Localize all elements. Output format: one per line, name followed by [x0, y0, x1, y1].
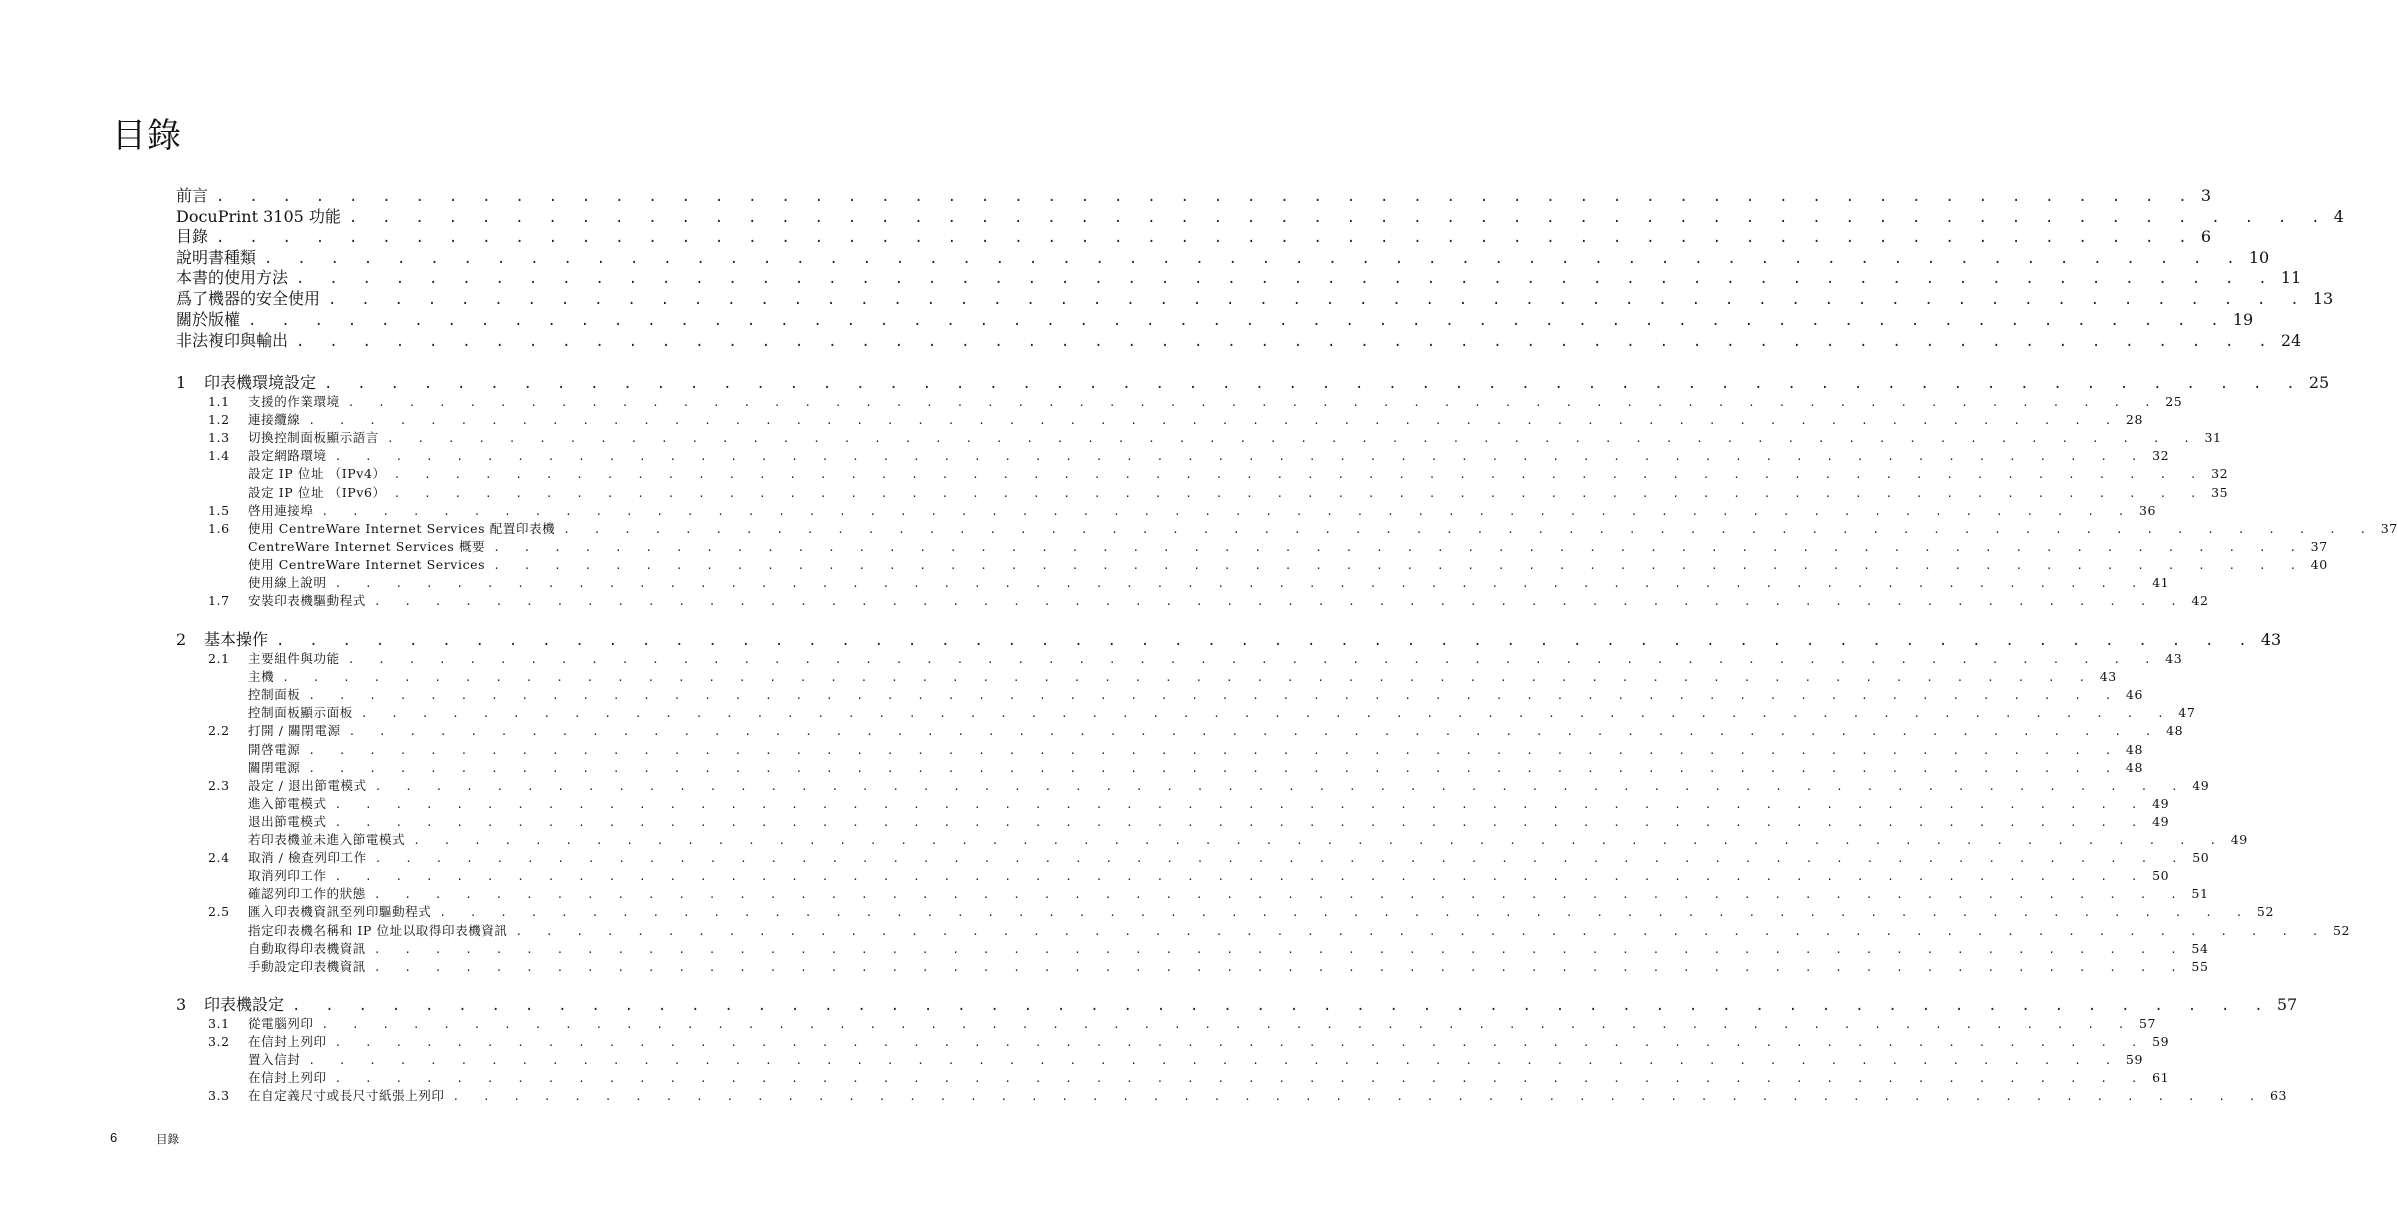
dot-leader: . . . . . . . . . . . . . . . . . . . . . . . . . . . . . . . . . . . . . . . . . . . . . . . . . . . . . . . . . . . . — [334, 815, 2147, 829]
dot-leader: . . . . . . . . . . . . . . . . . . . . . . . . . . . . . . . . . . . . . . . . . . . . . . . . . . . . . . . . . . . . — [493, 558, 2305, 572]
toc-entry-label: 印表機設定 — [204, 995, 285, 1014]
toc-section-row[interactable] — [208, 776, 2210, 794]
toc-subsection-row[interactable] — [248, 921, 2351, 939]
toc-subsection-row[interactable] — [248, 1068, 2170, 1086]
toc-entry-label: 說明書種類 — [176, 248, 257, 267]
toc-entry-label: CentreWare Internet Services 概要 — [248, 538, 486, 554]
toc-entry-label: 設定 / 退出節電模式 — [248, 777, 367, 793]
dot-leader: . . . . . . . . . . . . . . . . . . . . . . . . . . . . . . . . . . . . . . . . . . . . . . . . . . . . . . . . . . . . — [515, 924, 2327, 938]
toc-entry-page: 50 — [2152, 868, 2170, 884]
toc-entry-page: 37 — [2310, 538, 2328, 554]
toc-entry-label: 本書的使用方法 — [176, 268, 289, 287]
toc-entry-label: 控制面板 — [248, 687, 301, 703]
dot-leader: . . . . . . . . . . . . . . . . . . . . . . . . . . . . . . . . . . . . . . . . . . . . . . . . . . . . . . . . . . . . — [308, 761, 2120, 775]
toc-section-row[interactable] — [208, 519, 2398, 537]
toc-subsection-row[interactable] — [248, 939, 2209, 957]
toc-entry-page: 11 — [2280, 268, 2302, 287]
dot-leader: . . . . . . . . . . . . . . . . . . . . . . . . . . . . . . . . . . . . . . . . . . . . . . . . . . . . . . . . . . . . — [348, 725, 2161, 739]
toc-entry-label: 安裝印表機驅動程式 — [248, 593, 366, 609]
toc-section-row[interactable] — [208, 501, 2157, 519]
toc-section-row[interactable] — [208, 1086, 2288, 1104]
toc-entry-number: 1 — [176, 373, 187, 392]
toc-subsection-row[interactable] — [248, 740, 2143, 758]
toc-entry-page: 3 — [2200, 186, 2212, 205]
toc-entry-label: 切換控制面板顯示語言 — [248, 430, 380, 446]
toc-subsection-row[interactable] — [248, 573, 2170, 591]
toc-entry-page: 43 — [2165, 651, 2183, 666]
dot-leader: . . . . . . . . . . . . . . . . . . . . . . . . . . . . . . . . . . . . . . . . . . . . . . . . . . . . . . . . . . . . — [393, 468, 2206, 482]
dot-leader: . . . . . . . . . . . . . . . . . . . . . . . . . . . . . . . . . . . . . . . . . . . . . . . . . . . . . . . . . . . . — [292, 998, 2271, 1014]
toc-entry-number: 1.2 — [208, 412, 230, 428]
toc-entry-label: DocuPrint 3105 功能 — [176, 207, 341, 226]
toc-entry-label: 控制面板顯示面板 — [248, 705, 353, 721]
toc-entry-label: 確認列印工作的狀態 — [248, 886, 366, 902]
dot-leader: . . . . . . . . . . . . . . . . . . . . . . . . . . . . . . . . . . . . . . . . . . . . . . . . . . . . . . . . . . . . — [264, 251, 2243, 267]
dot-leader: . . . . . . . . . . . . . . . . . . . . . . . . . . . . . . . . . . . . . . . . . . . . . . . . . . . . . . . . . . . . — [334, 1036, 2147, 1050]
toc-subsection-row[interactable] — [248, 667, 2117, 685]
toc-subsection-row[interactable] — [248, 483, 2229, 501]
toc-section-row[interactable] — [208, 591, 2209, 609]
toc-entry-number: 1.6 — [208, 520, 230, 536]
footer-page-number: 6 — [110, 1130, 118, 1145]
toc-entry-label: 在信封上列印 — [248, 1034, 327, 1050]
toc-entry-page: 28 — [2125, 412, 2143, 428]
dot-leader: . . . . . . . . . . . . . . . . . . . . . . . . . . . . . . . . . . . . . . . . . . . . . . . . . . . . . . . . . . . . — [373, 960, 2186, 974]
toc-entry-label: 在信封上列印 — [248, 1070, 327, 1086]
toc-section-row[interactable] — [208, 1032, 2170, 1050]
dot-leader: . . . . . . . . . . . . . . . . . . . . . . . . . . . . . . . . . . . . . . . . . . . . . . . . . . . . . . . . . . . . — [324, 376, 2303, 392]
toc-entry-page: 36 — [2139, 502, 2157, 518]
toc-entry-label: 設定網路環境 — [248, 448, 327, 464]
toc-entry-label: 指定印表機名稱和 IP 位址以取得印表機資訊 — [248, 922, 508, 938]
toc-entry-page: 51 — [2191, 886, 2209, 902]
toc-entry-page: 24 — [2280, 331, 2302, 350]
toc-front-row[interactable] — [176, 328, 2302, 350]
toc-entry-label: 前言 — [176, 186, 209, 205]
toc-entry-number: 1.4 — [208, 448, 230, 464]
toc-entry-label: 退出節電模式 — [248, 813, 327, 829]
dot-leader: . . . . . . . . . . . . . . . . . . . . . . . . . . . . . . . . . . . . . . . . . . . . . . . . . . . . . . . . . . . . — [348, 210, 2328, 226]
page-title: 目錄 — [112, 116, 182, 156]
toc-entry-label: 若印表機並未進入節電模式 — [248, 832, 406, 847]
toc-entry-number: 2.4 — [208, 850, 230, 866]
toc-entry-page: 6 — [2200, 227, 2212, 246]
dot-leader: . . . . . . . . . . . . . . . . . . . . . . . . . . . . . . . . . . . . . . . . . . . . . . . . . . . . . . . . . . . . — [216, 189, 2195, 205]
toc-entry-number: 2.2 — [208, 723, 230, 739]
toc-chapter-row[interactable] — [176, 627, 2282, 650]
toc-entry-number: 2.3 — [208, 777, 230, 793]
toc-entry-page: 43 — [2099, 669, 2117, 685]
toc-entry-label: 匯入印表機資訊至列印驅動程式 — [248, 904, 432, 920]
toc-entry-number: 3.2 — [208, 1034, 230, 1050]
toc-entry-page: 57 — [2139, 1016, 2157, 1031]
toc-entry-page: 19 — [2232, 310, 2254, 329]
toc-front-row[interactable] — [176, 204, 2344, 226]
toc-section-row[interactable] — [208, 649, 2183, 667]
toc-entry-page: 49 — [2230, 832, 2248, 847]
toc-entry-page: 48 — [2125, 759, 2143, 775]
dot-leader: . . . . . . . . . . . . . . . . . . . . . . . . . . . . . . . . . . . . . . . . . . . . . . . . . . . . . . . . . . . . — [563, 522, 2375, 536]
toc-chapter-row[interactable] — [176, 992, 2298, 1015]
toc-entry-label: 打開 / 關閉電源 — [248, 723, 341, 739]
toc-entry-number: 2.1 — [208, 651, 230, 666]
dot-leader: . . . . . . . . . . . . . . . . . . . . . . . . . . . . . . . . . . . . . . . . . . . . . . . . . . . . . . . . . . . . — [296, 271, 2275, 287]
toc-entry-number: 1.7 — [208, 593, 230, 609]
dot-leader: . . . . . . . . . . . . . . . . . . . . . . . . . . . . . . . . . . . . . . . . . . . . . . . . . . . . . . . . . . . . — [493, 540, 2305, 554]
toc-entry-number: 1.1 — [208, 394, 230, 409]
toc-section-row[interactable] — [208, 410, 2143, 428]
toc-entry-page: 49 — [2192, 777, 2210, 793]
toc-entry-page: 32 — [2152, 448, 2170, 464]
toc-entry-label: 印表機環境設定 — [204, 373, 317, 392]
toc-entry-page: 61 — [2152, 1070, 2170, 1086]
toc-entry-page: 55 — [2191, 958, 2209, 974]
toc-entry-page: 49 — [2152, 813, 2170, 829]
toc-entry-page: 31 — [2204, 430, 2222, 446]
dot-leader: . . . . . . . . . . . . . . . . . . . . . . . . . . . . . . . . . . . . . . . . . . . . . . . . . . . . . . . . . . . . — [374, 779, 2187, 793]
dot-leader: . . . . . . . . . . . . . . . . . . . . . . . . . . . . . . . . . . . . . . . . . . . . . . . . . . . . . . . . . . . . — [248, 313, 2227, 329]
dot-leader: . . . . . . . . . . . . . . . . . . . . . . . . . . . . . . . . . . . . . . . . . . . . . . . . . . . . . . . . . . . . — [308, 743, 2120, 757]
toc-entry-page: 49 — [2152, 795, 2170, 811]
toc-entry-label: 啓用連接埠 — [248, 502, 314, 518]
toc-entry-page: 59 — [2125, 1052, 2143, 1068]
dot-leader: . . . . . . . . . . . . . . . . . . . . . . . . . . . . . . . . . . . . . . . . . . . . . . . . . . . . . . . . . . . . — [452, 1090, 2264, 1104]
toc-entry-page: 41 — [2152, 575, 2170, 590]
toc-entry-number: 2.5 — [208, 904, 230, 920]
dot-leader: . . . . . . . . . . . . . . . . . . . . . . . . . . . . . . . . . . . . . . . . . . . . . . . . . . . . . . . . . . . . — [328, 292, 2307, 308]
toc-entry-page: 43 — [2260, 630, 2282, 649]
toc-entry-number: 2 — [176, 630, 187, 649]
dot-leader: . . . . . . . . . . . . . . . . . . . . . . . . . . . . . . . . . . . . . . . . . . . . . . . . . . . . . . . . . . . . — [374, 852, 2187, 866]
dot-leader: . . . . . . . . . . . . . . . . . . . . . . . . . . . . . . . . . . . . . . . . . . . . . . . . . . . . . . . . . . . . — [373, 595, 2186, 609]
toc-subsection-row[interactable] — [248, 866, 2170, 884]
toc-entry-label: 在自定義尺寸或長尺寸紙張上列印 — [248, 1088, 445, 1104]
dot-leader: . . . . . . . . . . . . . . . . . . . . . . . . . . . . . . . . . . . . . . . . . . . . . . . . . . . . . . . . . . . . — [308, 689, 2120, 703]
toc-entry-label: 設定 IP 位址 （IPv4） — [248, 466, 386, 482]
toc-entry-page: 25 — [2165, 394, 2183, 409]
dot-leader: . . . . . . . . . . . . . . . . . . . . . . . . . . . . . . . . . . . . . . . . . . . . . . . . . . . . . . . . . . . . — [413, 834, 2225, 847]
toc-entry-label: 基本操作 — [204, 630, 269, 649]
toc-entry-page: 25 — [2308, 373, 2330, 392]
toc-entry-number: 1.5 — [208, 502, 230, 518]
toc-entry-number: 3.1 — [208, 1016, 230, 1031]
toc-entry-label: 關閉電源 — [248, 759, 301, 775]
toc-entry-label: 設定 IP 位址 （IPv6） — [248, 484, 386, 500]
toc-entry-page: 4 — [2333, 207, 2344, 226]
toc-entry-label: 手動設定印表機資訊 — [248, 958, 366, 974]
dot-leader: . . . . . . . . . . . . . . . . . . . . . . . . . . . . . . . . . . . . . . . . . . . . . . . . . . . . . . . . . . . . — [282, 671, 2094, 685]
dot-leader: . . . . . . . . . . . . . . . . . . . . . . . . . . . . . . . . . . . . . . . . . . . . . . . . . . . . . . . . . . . . — [360, 707, 2173, 721]
dot-leader: . . . . . . . . . . . . . . . . . . . . . . . . . . . . . . . . . . . . . . . . . . . . . . . . . . . . . . . . . . . . — [308, 414, 2120, 428]
dot-leader: . . . . . . . . . . . . . . . . . . . . . . . . . . . . . . . . . . . . . . . . . . . . . . . . . . . . . . . . . . . . — [216, 230, 2195, 246]
toc-entry-label: 支援的作業環境 — [248, 394, 340, 409]
toc-entry-label: 主機 — [248, 669, 275, 685]
toc-entry-label: 非法複印與輸出 — [176, 331, 289, 350]
dot-leader: . . . . . . . . . . . . . . . . . . . . . . . . . . . . . . . . . . . . . . . . . . . . . . . . . . . . . . . . . . . . — [347, 396, 2160, 409]
toc-entry-label: 開啓電源 — [248, 741, 301, 757]
toc-subsection-row[interactable] — [248, 685, 2143, 703]
toc-section-row[interactable] — [208, 446, 2170, 464]
toc-entry-number: 3 — [176, 995, 187, 1014]
toc-entry-page: 59 — [2152, 1034, 2170, 1050]
toc-chapter-row[interactable] — [176, 370, 2330, 393]
toc-entry-label: 爲了機器的安全使用 — [176, 289, 321, 308]
dot-leader: . . . . . . . . . . . . . . . . . . . . . . . . . . . . . . . . . . . . . . . . . . . . . . . . . . . . . . . . . . . . — [439, 906, 2251, 920]
toc-subsection-row[interactable] — [248, 957, 2209, 975]
dot-leader: . . . . . . . . . . . . . . . . . . . . . . . . . . . . . . . . . . . . . . . . . . . . . . . . . . . . . . . . . . . . — [296, 334, 2275, 350]
dot-leader: . . . . . . . . . . . . . . . . . . . . . . . . . . . . . . . . . . . . . . . . . . . . . . . . . . . . . . . . . . . . — [373, 942, 2186, 956]
dot-leader: . . . . . . . . . . . . . . . . . . . . . . . . . . . . . . . . . . . . . . . . . . . . . . . . . . . . . . . . . . . . — [334, 577, 2147, 590]
toc-entry-page: 52 — [2332, 922, 2351, 938]
toc-entry-page: 50 — [2192, 850, 2210, 866]
toc-entry-label: 目錄 — [176, 227, 209, 246]
toc-entry-page: 48 — [2125, 741, 2143, 757]
footer-title: 目錄 — [156, 1132, 179, 1146]
toc-front-row[interactable] — [176, 245, 2270, 267]
toc-entry-page: 52 — [2256, 904, 2274, 920]
toc-front-row[interactable] — [176, 286, 2334, 308]
toc-subsection-row[interactable] — [248, 464, 2229, 482]
toc-entry-number: 1.3 — [208, 430, 230, 446]
dot-leader: . . . . . . . . . . . . . . . . . . . . . . . . . . . . . . . . . . . . . . . . . . . . . . . . . . . . . . . . . . . . — [321, 1018, 2133, 1031]
toc-entry-page: 63 — [2270, 1088, 2288, 1104]
toc-entry-number: 3.3 — [208, 1088, 230, 1104]
toc-entry-page: 40 — [2310, 556, 2328, 572]
toc-section-row[interactable] — [208, 848, 2210, 866]
dot-leader: . . . . . . . . . . . . . . . . . . . . . . . . . . . . . . . . . . . . . . . . . . . . . . . . . . . . . . . . . . . . — [334, 870, 2147, 884]
toc-front-row[interactable] — [176, 265, 2302, 287]
toc-subsection-row[interactable] — [248, 1050, 2143, 1068]
toc-section-row[interactable] — [208, 392, 2183, 410]
toc-entry-label: 置入信封 — [248, 1052, 301, 1068]
dot-leader: . . . . . . . . . . . . . . . . . . . . . . . . . . . . . . . . . . . . . . . . . . . . . . . . . . . . . . . . . . . . — [387, 432, 2199, 446]
toc-entry-page: 54 — [2191, 940, 2209, 956]
toc-entry-label: 關於版權 — [176, 310, 241, 329]
toc-subsection-row[interactable] — [248, 537, 2328, 555]
toc-entry-page: 47 — [2178, 705, 2196, 721]
dot-leader: . . . . . . . . . . . . . . . . . . . . . . . . . . . . . . . . . . . . . . . . . . . . . . . . . . . . . . . . . . . . — [373, 888, 2186, 902]
dot-leader: . . . . . . . . . . . . . . . . . . . . . . . . . . . . . . . . . . . . . . . . . . . . . . . . . . . . . . . . . . . . — [393, 486, 2206, 500]
toc-entry-label: 從電腦列印 — [248, 1016, 314, 1031]
dot-leader: . . . . . . . . . . . . . . . . . . . . . . . . . . . . . . . . . . . . . . . . . . . . . . . . . . . . . . . . . . . . — [321, 504, 2133, 518]
toc-entry-page: 13 — [2312, 289, 2334, 308]
toc-entry-label: 使用 CentreWare Internet Services — [248, 556, 486, 572]
toc-entry-page: 57 — [2276, 995, 2298, 1014]
dot-leader: . . . . . . . . . . . . . . . . . . . . . . . . . . . . . . . . . . . . . . . . . . . . . . . . . . . . . . . . . . . . — [347, 653, 2160, 666]
dot-leader: . . . . . . . . . . . . . . . . . . . . . . . . . . . . . . . . . . . . . . . . . . . . . . . . . . . . . . . . . . . . — [276, 633, 2255, 649]
toc-entry-label: 使用 CentreWare Internet Services 配置印表機 — [248, 520, 556, 536]
toc-subsection-row[interactable] — [248, 758, 2143, 776]
toc-subsection-row[interactable] — [248, 812, 2170, 830]
toc-entry-page: 46 — [2125, 687, 2143, 703]
toc-subsection-row[interactable] — [248, 830, 2248, 848]
toc-section-row[interactable] — [208, 902, 2274, 920]
dot-leader: . . . . . . . . . . . . . . . . . . . . . . . . . . . . . . . . . . . . . . . . . . . . . . . . . . . . . . . . . . . . — [334, 450, 2147, 464]
toc-entry-label: 主要組件與功能 — [248, 651, 340, 666]
dot-leader: . . . . . . . . . . . . . . . . . . . . . . . . . . . . . . . . . . . . . . . . . . . . . . . . . . . . . . . . . . . . — [308, 1054, 2120, 1068]
toc-front-row[interactable] — [176, 183, 2212, 205]
toc-subsection-row[interactable] — [248, 794, 2170, 812]
toc-front-row[interactable] — [176, 307, 2254, 329]
toc-entry-page: 42 — [2191, 593, 2209, 609]
toc-section-row[interactable] — [208, 428, 2222, 446]
toc-entry-label: 使用線上說明 — [248, 575, 327, 590]
toc-entry-page: 35 — [2211, 484, 2229, 500]
toc-section-row[interactable] — [208, 1014, 2157, 1032]
dot-leader: . . . . . . . . . . . . . . . . . . . . . . . . . . . . . . . . . . . . . . . . . . . . . . . . . . . . . . . . . . . . — [334, 1072, 2147, 1086]
toc-entry-label: 取消 / 檢查列印工作 — [248, 850, 367, 866]
toc-subsection-row[interactable] — [248, 884, 2209, 902]
toc-entry-label: 進入節電模式 — [248, 795, 327, 811]
toc-subsection-row[interactable] — [248, 555, 2328, 573]
toc-entry-label: 自動取得印表機資訊 — [248, 940, 366, 956]
toc-entry-page: 32 — [2211, 466, 2229, 482]
toc-entry-page: 10 — [2248, 248, 2270, 267]
toc-section-row[interactable] — [208, 721, 2184, 739]
toc-entry-label: 連接纜線 — [248, 412, 301, 428]
toc-entry-page: 48 — [2166, 723, 2184, 739]
dot-leader: . . . . . . . . . . . . . . . . . . . . . . . . . . . . . . . . . . . . . . . . . . . . . . . . . . . . . . . . . . . . — [334, 797, 2147, 811]
toc-front-row[interactable] — [176, 224, 2212, 246]
toc-entry-label: 取消列印工作 — [248, 868, 327, 884]
toc-subsection-row[interactable] — [248, 703, 2196, 721]
toc-entry-page: 37 — [2380, 520, 2398, 536]
